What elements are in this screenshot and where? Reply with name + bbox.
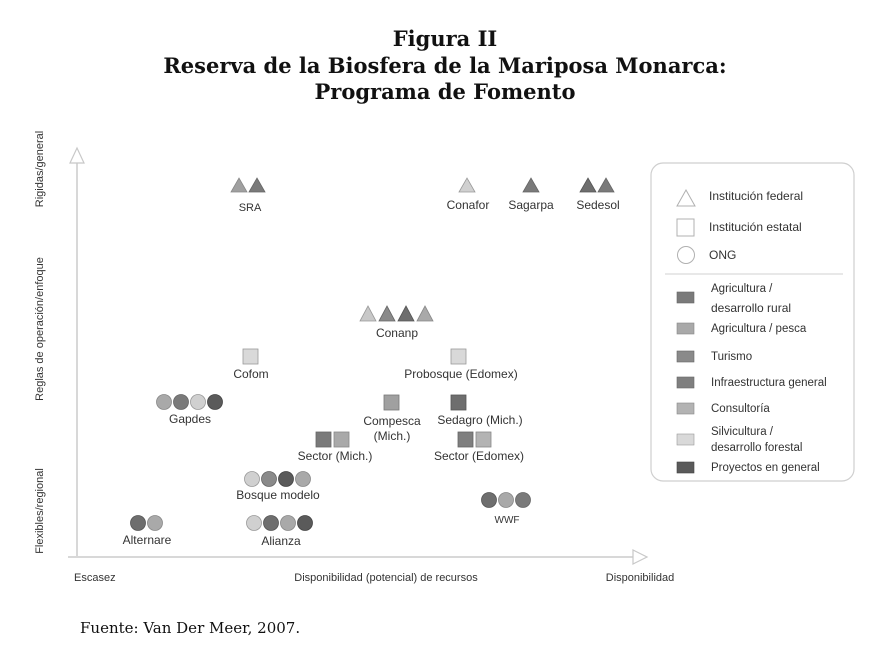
circle-marker [191, 395, 206, 410]
group-alternare [123, 516, 172, 548]
circle-marker [148, 516, 163, 531]
legend-category-label: Agricultura / [711, 283, 773, 295]
group-sedesol [576, 178, 619, 212]
circle-marker [208, 395, 223, 410]
figure-number: Figura II [392, 26, 498, 51]
institution-label: Sedagro (Mich.) [437, 413, 523, 427]
group-wwf [482, 493, 531, 527]
circle-marker [296, 472, 311, 487]
group-conafor [447, 178, 490, 212]
triangle-marker [360, 306, 376, 321]
circle-marker [157, 395, 172, 410]
institution-label: Probosque (Edomex) [404, 367, 518, 381]
group-probosque [404, 349, 517, 381]
circle-marker [247, 516, 262, 531]
x-label-right: Disponibilidad [605, 572, 675, 584]
legend-category-label: Infraestructura general [711, 377, 827, 389]
institution-label: Sector (Mich.) [297, 449, 373, 463]
circle-marker [482, 493, 497, 508]
legend-swatch [677, 377, 694, 388]
y-label-bottom: Flexibles/regional [34, 468, 46, 554]
institution-label: Alianza [261, 534, 301, 548]
institution-label: Bosque modelo [236, 488, 320, 502]
triangle-marker [249, 178, 265, 192]
legend-ong-label: ONG [709, 248, 737, 262]
circle-marker [516, 493, 531, 508]
triangle-marker [417, 306, 433, 321]
triangle-marker [598, 178, 614, 192]
x-label-center: Disponibilidad (potencial) de recursos [294, 572, 478, 584]
circle-marker [131, 516, 146, 531]
legend-category-label: Silvicultura / [711, 426, 773, 438]
group-bosque-modelo [236, 472, 320, 503]
group-sedagro [437, 395, 522, 427]
square-marker [316, 432, 331, 447]
circle-marker [279, 472, 294, 487]
circle-marker [174, 395, 189, 410]
square-marker [451, 395, 466, 410]
legend-category-label: Proyectos en general [711, 462, 820, 474]
legend-swatch [677, 434, 694, 445]
square-marker [458, 432, 473, 447]
triangle-marker [231, 178, 247, 192]
institution-label: Cofom [233, 367, 269, 381]
legend-estatal-label: Institución estatal [709, 220, 802, 234]
triangle-marker [459, 178, 475, 192]
figure-title: Reserva de la Biosfera de la Mariposa Monarca: [163, 53, 727, 78]
triangle-marker [379, 306, 395, 321]
legend-category-label: Turismo [711, 351, 753, 363]
x-label-left: Escasez [74, 572, 116, 584]
triangle-marker [580, 178, 596, 192]
group-conanp [360, 306, 433, 340]
y-axis-arrow [70, 148, 84, 163]
group-sector-edomex [434, 432, 524, 463]
group-compesca [363, 395, 421, 443]
circle-marker [281, 516, 296, 531]
triangle-marker [398, 306, 414, 321]
institution-label: Sector (Edomex) [433, 449, 525, 463]
group-cofom [233, 349, 268, 381]
circle-marker [499, 493, 514, 508]
legend-swatch [677, 403, 694, 414]
institution-label: Alternare [122, 533, 172, 547]
institution-label: Compesca [363, 414, 421, 428]
x-axis-arrow [633, 550, 647, 564]
legend-swatch [677, 351, 694, 362]
group-gapdes [157, 395, 223, 427]
institution-label-line2: (Mich.) [373, 429, 411, 443]
square-marker [334, 432, 349, 447]
legend-category-label: Consultoría [711, 403, 770, 415]
triangle-marker [523, 178, 539, 192]
legend-swatch [677, 462, 694, 473]
group-sra [231, 178, 265, 214]
legend [651, 163, 854, 481]
institution-label: Sedesol [576, 198, 620, 212]
figure-subtitle: Programa de Fomento [314, 79, 576, 104]
group-sector-mich [298, 432, 373, 463]
circle-marker [298, 516, 313, 531]
square-marker [476, 432, 491, 447]
circle-marker [264, 516, 279, 531]
y-label-middle: Reglas de operación/enfoque [34, 257, 46, 401]
legend-category-label: Agricultura / pesca [711, 323, 807, 335]
source-note: Fuente: Van Der Meer, 2007. [80, 619, 301, 637]
legend-category-label-line2: desarrollo rural [711, 301, 792, 315]
circle-marker [262, 472, 277, 487]
legend-estatal-icon [677, 219, 694, 236]
institution-label: Sagarpa [508, 198, 554, 212]
institution-label: Conanp [375, 326, 419, 340]
institution-label: SRA [238, 202, 262, 214]
legend-swatch [677, 323, 694, 334]
group-alianza [247, 516, 313, 549]
square-marker [451, 349, 466, 364]
group-sagarpa [508, 178, 554, 212]
square-marker [384, 395, 399, 410]
institution-label: Gapdes [168, 412, 212, 426]
legend-federal-label: Institución federal [709, 189, 804, 203]
circle-marker [245, 472, 260, 487]
square-marker [243, 349, 258, 364]
y-label-top: Rigidas/general [34, 130, 46, 208]
legend-category-label-line2: desarrollo forestal [711, 442, 803, 454]
institution-label: WWF [494, 515, 520, 526]
legend-ong-icon [678, 247, 695, 264]
institution-label: Conafor [446, 198, 490, 212]
legend-swatch [677, 292, 694, 303]
